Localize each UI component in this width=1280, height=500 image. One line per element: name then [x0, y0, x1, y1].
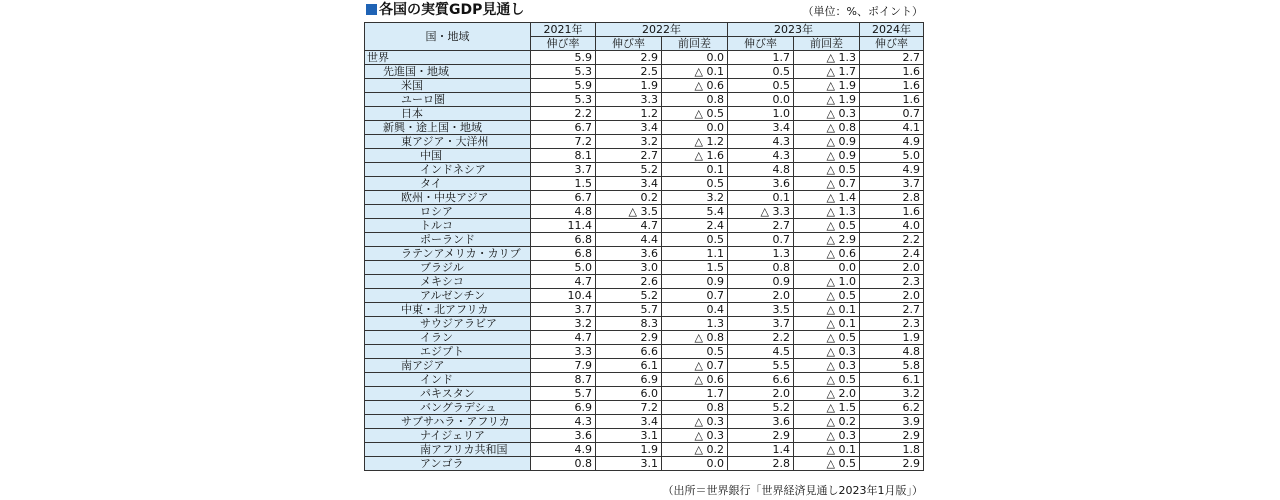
- value-cell: 1.3: [662, 317, 728, 331]
- region-name-cell: 中国: [365, 149, 531, 163]
- value-cell: 5.2: [728, 401, 794, 415]
- table-row: [365, 373, 924, 387]
- value-cell: 0.0: [662, 121, 728, 135]
- value-cell: 4.8: [531, 205, 596, 219]
- value-cell: 4.0: [860, 219, 924, 233]
- value-cell: 2.9: [860, 457, 924, 471]
- subheader-growth: 伸び率: [596, 37, 662, 51]
- value-cell: 2.9: [860, 429, 924, 443]
- value-cell: 4.8: [728, 163, 794, 177]
- value-cell: △ 0.1: [794, 303, 860, 317]
- value-cell: 3.4: [596, 121, 662, 135]
- value-cell: 0.0: [662, 51, 728, 65]
- value-cell: 3.6: [728, 415, 794, 429]
- value-cell: 2.0: [860, 289, 924, 303]
- region-name-cell: ラテンアメリカ・カリブ: [365, 247, 531, 261]
- region-name-cell: 南アジア: [365, 359, 531, 373]
- year-header-2024: 2024年: [860, 23, 924, 37]
- value-cell: △ 0.8: [794, 121, 860, 135]
- value-cell: △ 0.3: [794, 107, 860, 121]
- value-cell: 5.4: [662, 205, 728, 219]
- value-cell: △ 1.4: [794, 191, 860, 205]
- value-cell: 2.0: [728, 289, 794, 303]
- value-cell: 11.4: [531, 219, 596, 233]
- value-cell: 0.9: [662, 275, 728, 289]
- table-row: [365, 247, 924, 261]
- value-cell: 6.8: [531, 247, 596, 261]
- value-cell: △ 0.5: [794, 373, 860, 387]
- value-cell: 10.4: [531, 289, 596, 303]
- table-row: [365, 107, 924, 121]
- value-cell: 0.9: [728, 275, 794, 289]
- value-cell: 6.1: [860, 373, 924, 387]
- value-cell: △ 0.3: [794, 345, 860, 359]
- value-cell: 8.1: [531, 149, 596, 163]
- region-name-cell: イラン: [365, 331, 531, 345]
- value-cell: 3.7: [531, 163, 596, 177]
- value-cell: 2.0: [860, 261, 924, 275]
- value-cell: △ 0.2: [662, 443, 728, 457]
- region-name-cell: 新興・途上国・地域: [365, 121, 531, 135]
- value-cell: 3.2: [596, 135, 662, 149]
- value-cell: 5.5: [728, 359, 794, 373]
- value-cell: 3.7: [531, 303, 596, 317]
- value-cell: 5.8: [860, 359, 924, 373]
- table-row: [365, 163, 924, 177]
- value-cell: 2.7: [728, 219, 794, 233]
- value-cell: 6.1: [596, 359, 662, 373]
- table-row: [365, 359, 924, 373]
- value-cell: 0.5: [662, 345, 728, 359]
- value-cell: 4.9: [531, 443, 596, 457]
- region-name-cell: ナイジェリア: [365, 429, 531, 443]
- region-name-cell: サウジアラビア: [365, 317, 531, 331]
- value-cell: △ 0.3: [794, 429, 860, 443]
- table-row: [365, 51, 924, 65]
- subheader-growth: 伸び率: [860, 37, 924, 51]
- value-cell: 1.3: [728, 247, 794, 261]
- subheader-revision: 前回差: [662, 37, 728, 51]
- value-cell: △ 1.2: [662, 135, 728, 149]
- value-cell: 1.6: [860, 205, 924, 219]
- value-cell: 3.9: [860, 415, 924, 429]
- value-cell: 2.5: [596, 65, 662, 79]
- table-row: [365, 303, 924, 317]
- value-cell: 7.2: [531, 135, 596, 149]
- value-cell: 1.5: [662, 261, 728, 275]
- region-name-cell: タイ: [365, 177, 531, 191]
- region-name-cell: メキシコ: [365, 275, 531, 289]
- value-cell: 0.7: [728, 233, 794, 247]
- value-cell: △ 1.3: [794, 51, 860, 65]
- value-cell: 0.8: [662, 93, 728, 107]
- value-cell: 3.4: [596, 177, 662, 191]
- value-cell: 0.4: [662, 303, 728, 317]
- value-cell: 0.0: [794, 261, 860, 275]
- value-cell: 6.6: [596, 345, 662, 359]
- region-name-cell: インドネシア: [365, 163, 531, 177]
- value-cell: 3.3: [596, 93, 662, 107]
- table-row: [365, 149, 924, 163]
- value-cell: △ 0.3: [662, 415, 728, 429]
- value-cell: 3.1: [596, 457, 662, 471]
- value-cell: 1.0: [728, 107, 794, 121]
- value-cell: 2.3: [860, 275, 924, 289]
- header-row-years: [365, 23, 924, 37]
- value-cell: 6.6: [728, 373, 794, 387]
- region-name-cell: 南アフリカ共和国: [365, 443, 531, 457]
- value-cell: 3.0: [596, 261, 662, 275]
- table-row: [365, 401, 924, 415]
- value-cell: 3.4: [728, 121, 794, 135]
- table-row: [365, 275, 924, 289]
- value-cell: 4.4: [596, 233, 662, 247]
- value-cell: 2.4: [860, 247, 924, 261]
- table-row: [365, 205, 924, 219]
- region-name-cell: 米国: [365, 79, 531, 93]
- value-cell: 2.0: [728, 387, 794, 401]
- value-cell: △ 0.6: [662, 79, 728, 93]
- source-note: （出所＝世界銀行「世界経済見通し2023年1月版」）: [662, 484, 923, 497]
- table-row: [365, 443, 924, 457]
- value-cell: 1.6: [860, 93, 924, 107]
- value-cell: 1.2: [596, 107, 662, 121]
- value-cell: △ 0.1: [662, 65, 728, 79]
- value-cell: △ 1.7: [794, 65, 860, 79]
- value-cell: 1.5: [531, 177, 596, 191]
- value-cell: 1.9: [596, 79, 662, 93]
- region-name-cell: 東アジア・大洋州: [365, 135, 531, 149]
- value-cell: △ 0.8: [662, 331, 728, 345]
- value-cell: 5.2: [596, 163, 662, 177]
- value-cell: 4.3: [728, 135, 794, 149]
- region-name-cell: エジプト: [365, 345, 531, 359]
- region-name-cell: インド: [365, 373, 531, 387]
- value-cell: 2.9: [596, 331, 662, 345]
- table-row: [365, 177, 924, 191]
- value-cell: 4.3: [728, 149, 794, 163]
- gdp-forecast-table: [364, 22, 924, 471]
- value-cell: 6.9: [531, 401, 596, 415]
- region-name-cell: サブサハラ・アフリカ: [365, 415, 531, 429]
- value-cell: △ 0.2: [794, 415, 860, 429]
- title-text: 各国の実質GDP見通し: [379, 2, 525, 18]
- value-cell: 3.2: [662, 191, 728, 205]
- value-cell: △ 0.1: [794, 443, 860, 457]
- value-cell: 5.0: [531, 261, 596, 275]
- value-cell: △ 0.6: [794, 247, 860, 261]
- value-cell: 1.6: [860, 65, 924, 79]
- value-cell: 0.5: [662, 233, 728, 247]
- table-row: [365, 121, 924, 135]
- value-cell: 2.2: [531, 107, 596, 121]
- value-cell: 1.8: [860, 443, 924, 457]
- value-cell: 3.7: [728, 317, 794, 331]
- value-cell: 6.8: [531, 233, 596, 247]
- value-cell: 2.8: [860, 191, 924, 205]
- value-cell: 0.5: [662, 177, 728, 191]
- value-cell: 1.9: [596, 443, 662, 457]
- value-cell: 4.3: [531, 415, 596, 429]
- value-cell: 3.5: [728, 303, 794, 317]
- table-row: [365, 79, 924, 93]
- value-cell: △ 0.9: [794, 149, 860, 163]
- value-cell: 1.9: [860, 331, 924, 345]
- value-cell: 3.6: [596, 247, 662, 261]
- value-cell: 2.6: [596, 275, 662, 289]
- table-row: [365, 65, 924, 79]
- region-name-cell: ポーランド: [365, 233, 531, 247]
- value-cell: △ 0.5: [794, 163, 860, 177]
- region-name-cell: パキスタン: [365, 387, 531, 401]
- region-name-cell: 中東・北アフリカ: [365, 303, 531, 317]
- value-cell: 2.7: [596, 149, 662, 163]
- value-cell: 3.4: [596, 415, 662, 429]
- region-name-cell: バングラデシュ: [365, 401, 531, 415]
- value-cell: △ 0.5: [794, 289, 860, 303]
- value-cell: △ 0.5: [794, 457, 860, 471]
- value-cell: 5.3: [531, 93, 596, 107]
- value-cell: 7.9: [531, 359, 596, 373]
- value-cell: 0.8: [531, 457, 596, 471]
- table-row: [365, 93, 924, 107]
- value-cell: △ 3.5: [596, 205, 662, 219]
- value-cell: △ 3.3: [728, 205, 794, 219]
- value-cell: 2.7: [860, 303, 924, 317]
- value-cell: 5.9: [531, 51, 596, 65]
- table-row: [365, 331, 924, 345]
- value-cell: 2.4: [662, 219, 728, 233]
- value-cell: 6.7: [531, 191, 596, 205]
- value-cell: 1.7: [728, 51, 794, 65]
- value-cell: 3.6: [728, 177, 794, 191]
- value-cell: 6.0: [596, 387, 662, 401]
- value-cell: 0.8: [662, 401, 728, 415]
- value-cell: △ 0.9: [794, 135, 860, 149]
- value-cell: 0.1: [728, 191, 794, 205]
- table-row: [365, 135, 924, 149]
- value-cell: 8.7: [531, 373, 596, 387]
- value-cell: △ 0.5: [662, 107, 728, 121]
- year-header-2023: 2023年: [728, 23, 860, 37]
- value-cell: 3.3: [531, 345, 596, 359]
- value-cell: △ 1.5: [794, 401, 860, 415]
- value-cell: 3.1: [596, 429, 662, 443]
- value-cell: △ 0.3: [794, 359, 860, 373]
- value-cell: 0.8: [728, 261, 794, 275]
- value-cell: 4.9: [860, 135, 924, 149]
- subheader-growth: 伸び率: [531, 37, 596, 51]
- value-cell: 2.2: [860, 233, 924, 247]
- value-cell: △ 0.1: [794, 317, 860, 331]
- region-name-cell: ユーロ圏: [365, 93, 531, 107]
- table-row: [365, 289, 924, 303]
- value-cell: 4.1: [860, 121, 924, 135]
- region-name-cell: 先進国・地域: [365, 65, 531, 79]
- table-row: [365, 261, 924, 275]
- value-cell: 1.6: [860, 79, 924, 93]
- table-row: [365, 415, 924, 429]
- value-cell: 4.7: [531, 331, 596, 345]
- region-name-cell: アルゼンチン: [365, 289, 531, 303]
- value-cell: 5.7: [596, 303, 662, 317]
- table-row: [365, 429, 924, 443]
- table-row: [365, 191, 924, 205]
- value-cell: 2.8: [728, 457, 794, 471]
- value-cell: △ 1.9: [794, 93, 860, 107]
- table-row: [365, 387, 924, 401]
- value-cell: 0.5: [728, 79, 794, 93]
- value-cell: △ 0.3: [662, 429, 728, 443]
- unit-note: （単位：%、ポイント）: [802, 5, 923, 18]
- value-cell: 1.1: [662, 247, 728, 261]
- value-cell: 5.3: [531, 65, 596, 79]
- table-body: [365, 51, 924, 471]
- region-name-cell: ロシア: [365, 205, 531, 219]
- value-cell: △ 0.5: [794, 331, 860, 345]
- value-cell: 0.7: [860, 107, 924, 121]
- value-cell: 3.7: [860, 177, 924, 191]
- value-cell: △ 0.6: [662, 373, 728, 387]
- value-cell: 0.5: [728, 65, 794, 79]
- square-bullet-icon: [366, 4, 377, 15]
- value-cell: 3.6: [531, 429, 596, 443]
- value-cell: △ 2.9: [794, 233, 860, 247]
- value-cell: △ 1.9: [794, 79, 860, 93]
- value-cell: 7.2: [596, 401, 662, 415]
- value-cell: 6.7: [531, 121, 596, 135]
- value-cell: △ 0.7: [662, 359, 728, 373]
- value-cell: △ 0.7: [794, 177, 860, 191]
- value-cell: 0.0: [662, 457, 728, 471]
- value-cell: 0.7: [662, 289, 728, 303]
- value-cell: 1.4: [728, 443, 794, 457]
- value-cell: 5.7: [531, 387, 596, 401]
- value-cell: 2.9: [728, 429, 794, 443]
- region-name-cell: ブラジル: [365, 261, 531, 275]
- subheader-growth: 伸び率: [728, 37, 794, 51]
- value-cell: △ 0.5: [794, 219, 860, 233]
- value-cell: △ 2.0: [794, 387, 860, 401]
- value-cell: 5.9: [531, 79, 596, 93]
- page-title: [366, 1, 524, 19]
- value-cell: △ 1.6: [662, 149, 728, 163]
- value-cell: △ 1.0: [794, 275, 860, 289]
- region-name-cell: トルコ: [365, 219, 531, 233]
- value-cell: 2.9: [596, 51, 662, 65]
- value-cell: 6.9: [596, 373, 662, 387]
- region-name-cell: 日本: [365, 107, 531, 121]
- value-cell: △ 1.3: [794, 205, 860, 219]
- value-cell: 8.3: [596, 317, 662, 331]
- year-header-2022: 2022年: [596, 23, 728, 37]
- subheader-revision: 前回差: [794, 37, 860, 51]
- value-cell: 1.7: [662, 387, 728, 401]
- table-row: [365, 317, 924, 331]
- value-cell: 5.0: [860, 149, 924, 163]
- table-row: [365, 233, 924, 247]
- value-cell: 4.9: [860, 163, 924, 177]
- value-cell: 3.2: [860, 387, 924, 401]
- table-row: [365, 457, 924, 471]
- year-header-2021: 2021年: [531, 23, 596, 37]
- value-cell: 2.2: [728, 331, 794, 345]
- value-cell: 4.7: [596, 219, 662, 233]
- value-cell: 0.1: [662, 163, 728, 177]
- table-row: [365, 345, 924, 359]
- value-cell: 0.2: [596, 191, 662, 205]
- table-row: [365, 219, 924, 233]
- value-cell: 0.0: [728, 93, 794, 107]
- region-name-cell: 欧州・中央アジア: [365, 191, 531, 205]
- value-cell: 4.5: [728, 345, 794, 359]
- value-cell: 4.7: [531, 275, 596, 289]
- value-cell: 2.3: [860, 317, 924, 331]
- value-cell: 6.2: [860, 401, 924, 415]
- region-name-cell: アンゴラ: [365, 457, 531, 471]
- value-cell: 5.2: [596, 289, 662, 303]
- value-cell: 4.8: [860, 345, 924, 359]
- region-header: 国・地域: [365, 23, 531, 51]
- value-cell: 2.7: [860, 51, 924, 65]
- region-name-cell: 世界: [365, 51, 531, 65]
- value-cell: 3.2: [531, 317, 596, 331]
